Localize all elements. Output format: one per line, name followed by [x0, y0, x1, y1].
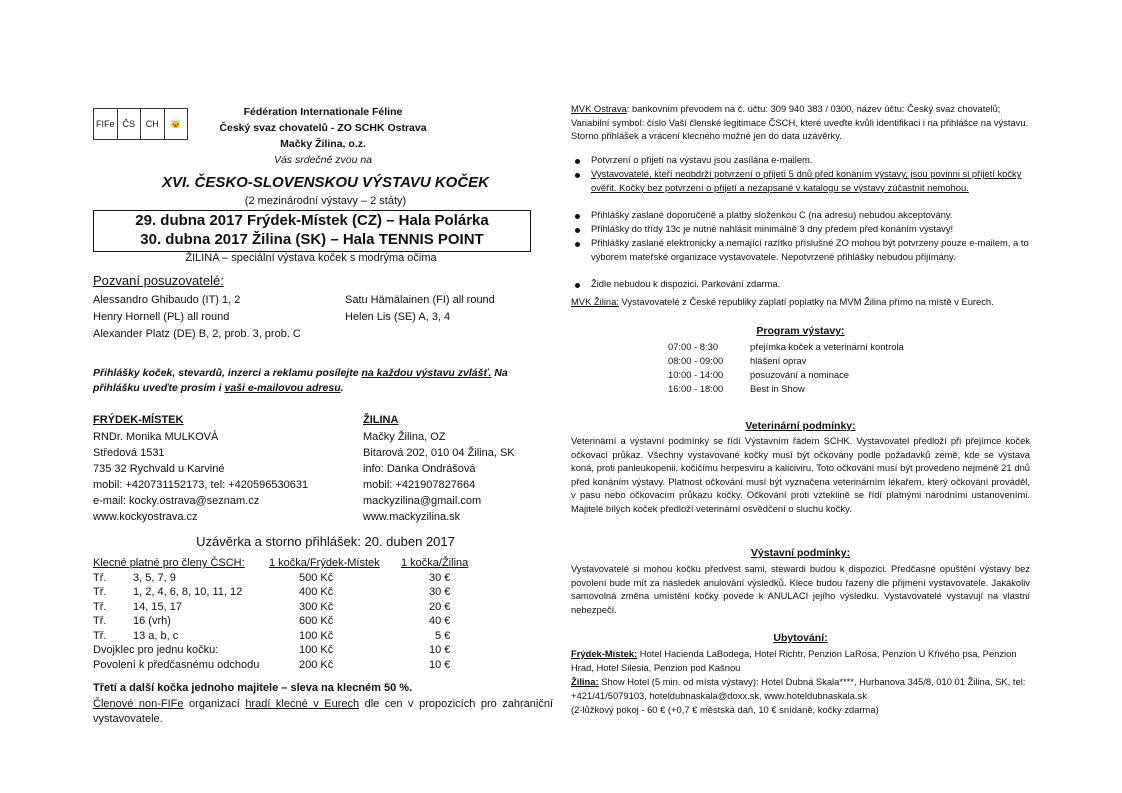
date-zilina: 30. dubna 2017 Žilina (SK) – Hala TENNIS POINT	[140, 231, 484, 248]
app-text-b: na každou výstavu zvlášť.	[361, 367, 492, 379]
contact-zl-line: Bitarová 202, 010 04 Žilina, SK	[363, 447, 515, 459]
contact-fm-email: e-mail: kocky.ostrava@seznam.cz	[93, 495, 260, 507]
price-cell: 40 €	[429, 615, 451, 627]
program-item: přejímka koček a veterinární kontrola	[750, 341, 904, 352]
price-header: 1 kočka/Frýdek-Místek	[269, 557, 380, 569]
show-title: XVI. ČESKO-SLOVENSKOU VÝSTAVU KOČEK	[162, 174, 489, 191]
nonfife-a: Členové non-FIFe	[93, 698, 184, 710]
logo-fife: FIFe	[94, 109, 118, 139]
bullet-icon	[575, 283, 580, 288]
price-cell: 13 a, b, c	[133, 629, 179, 642]
hotel-price: (2-lůžkový pokoj - 60 € (+0,7 € městská daň, 10 € snídaně, kočky zdarma)	[571, 704, 879, 715]
judge-right-2: Helen Lis (SE) A, 3, 4	[345, 311, 451, 323]
contact-fm-web: www.kockyostrava.cz	[93, 511, 198, 523]
contact-zl-line: Mačky Žilina, OZ	[363, 431, 446, 443]
invite-text: Vás srdečně zvou na	[273, 154, 373, 166]
bullet-item: Přihlášky zaslané doporučeně a platby složenkou C (na adresu) nebudou akceptovány.	[591, 209, 953, 220]
price-row	[93, 629, 501, 644]
date-frydek: 29. dubna 2017 Frýdek-Místek (CZ) – Hala Polárka	[135, 212, 489, 229]
app-text-c: Na přihlášku uveďte prosím i	[93, 367, 508, 394]
bullet-item: Vystavovatelé, kteří neobdrží potvrzení o přijetí 5 dnů před konáním výstavy, jsou povinni si přijetí kočky ověřit. Kočky bez potvrzení o přijetí a nezapsané v katalogu se výstavy zúčastnit nemohou.	[591, 168, 1022, 193]
program-item: hlášení oprav	[750, 355, 807, 366]
dates-box	[93, 210, 531, 252]
price-cell: 1, 2, 4, 6, 8, 10, 11, 12	[133, 586, 243, 598]
price-cell: 3, 5, 7, 9	[133, 571, 176, 584]
mvk-ostrava	[571, 102, 1030, 143]
contact-zl-email: mackyzilina@gmail.com	[363, 495, 482, 507]
price-cell: 16 (vrh)	[133, 615, 171, 627]
judge-left-2: Henry Hornell (PL) all round	[93, 311, 230, 323]
price-cell: 400 Kč	[299, 586, 334, 598]
price-header-row	[93, 556, 501, 571]
bullet-item: Židle nebudou k dispozici. Parkování zdarma.	[591, 278, 781, 289]
contact-zl-web: www.mackyzilina.sk	[363, 511, 461, 523]
contact-zl-line: mobil: +421907827664	[363, 479, 476, 491]
org-fife: Fédération Internationale Féline	[243, 106, 403, 118]
price-cell: Tř.	[93, 586, 107, 598]
discount-note: Třetí a další kočka jednoho majitele – sleva na klecném 50 %.	[93, 682, 413, 694]
judges-heading: Pozvaní posuzovatelé:	[93, 273, 224, 288]
price-cell: Tř.	[93, 629, 107, 642]
hotel-zilina-text: Show Hotel (5 min. od místa výstavy): Hotel Dubná Skala****, Hurbanova 345/8, 010 01 Žilina, SK, tel: +421/41/5079103, hoteldubnaskala@doxx.sk, www.hoteldubnaskala.sk	[571, 676, 1026, 701]
bullet-icon	[575, 242, 580, 247]
show-subtitle: (2 mezinárodní výstavy – 2 státy)	[244, 195, 407, 207]
bullet-icon	[575, 173, 580, 178]
price-cell: 600 Kč	[299, 615, 334, 627]
bullet-item: Potvrzení o přijetí na výstavu jsou zasílána e-mailem.	[591, 154, 813, 165]
program-item: Best in Show	[750, 383, 805, 394]
price-row	[93, 600, 501, 615]
program-time: 07:00 - 8:30	[668, 341, 719, 352]
vet-text: Veterinární a výstavní podmínky se řídí Výstavním řádem SCHK. Vystavovatel předloží při přejímce koček očkovací průkaz. Všechny vystavované kočky musí být očkovány podle požadavků země, kde se výstava koná, proti panleukopenii, kočičímu herpesviru a kaliciviru. Toto očkování musí být provedeno nejméně 21 dnů před konáním výstavy. Platnost očkování musí být vyznačena veterinárním lékařem, který očkování prováděl, v pasu nebo očkovacím průkazu kočky. Očkování proti vzteklině se řídí platnými národními ustanoveními. Majitelé bílých koček předloží veterinární osvědčení o sluchu kočky.	[571, 435, 1030, 514]
contact-fm-line: mobil: +420731152173, tel: +420596530631	[93, 479, 309, 491]
price-cell: 10 €	[429, 644, 451, 656]
right-column	[571, 96, 1030, 736]
price-cell: 20 €	[429, 600, 451, 613]
show-conditions-text: Vystavovatelé si mohou kočku předvést sami, stewardi budou k dispozici. Předčasné opuštění výstavy bez povolení bude mít za následek anulování výsledků. Klece budou řazeny dle přijmení vystavovatele. Jakákoliv samovolná změna umístění kočky povede k ANULACI jejího výsledku. Vystavovatelé vystavují na vlastní nebezpečí.	[571, 563, 1030, 615]
logo-cs: ČS	[118, 109, 142, 139]
nonfife-c: hradí klecné v Eurech	[245, 698, 360, 710]
price-cell: 100 Kč	[299, 644, 334, 656]
nonfife-note	[93, 697, 553, 727]
program-heading: Program výstavy:	[756, 325, 845, 337]
contact-zl-line: info: Danka Ondrášová	[363, 463, 476, 475]
program-time: 16:00 - 18:00	[668, 383, 724, 394]
price-cell: Tř.	[93, 600, 107, 613]
bullet-icon	[575, 214, 580, 219]
bullet-item: Přihlášky zaslané elektronicky a nemající razítko příslušné ZO mohou být potvrzeny pouze e-mailem, a to výborem mateřské organizace vystavovatele. Nepotvrzené přihlášky nebudou přijímány.	[591, 237, 1029, 262]
price-row	[93, 658, 501, 673]
price-cell: 10 €	[429, 658, 451, 671]
price-cell: 5 €	[435, 629, 451, 642]
price-header: 1 kočka/Žilina	[401, 557, 469, 569]
contact-fm-heading: FRÝDEK-MÍSTEK	[93, 414, 184, 426]
hotel-zilina	[571, 675, 1030, 702]
price-cell: 500 Kč	[299, 571, 334, 584]
judge-left-1: Alessandro Ghibaudo (IT) 1, 2	[93, 294, 241, 306]
vet-heading: Veterinární podmínky:	[745, 420, 856, 432]
hotel-frydek	[571, 647, 1030, 674]
price-row	[93, 571, 501, 586]
logo-ch: CH	[141, 109, 165, 139]
applications-note	[93, 366, 533, 396]
program-time: 10:00 - 14:00	[668, 369, 724, 380]
mvk-zilina-text: Vystavovatelé z České republiky zaplatí poplatky na MVM Žilina přímo na místě v Eurech.	[618, 296, 994, 307]
price-cell: Povolení k předčasnému odchodu	[93, 658, 260, 671]
bullet-item: Přihlášky do třídy 13c je nutné nahlásit minimálně 3 dny předem před konáním výstavy!	[591, 223, 954, 234]
fife-logo	[93, 108, 188, 140]
judge-right-1: Satu Hämälainen (FI) all round	[345, 294, 495, 306]
price-table	[93, 556, 501, 672]
mvk-zilina	[571, 295, 1030, 309]
price-cell: Tř.	[93, 615, 107, 627]
show-conditions-heading: Výstavní podmínky:	[750, 547, 851, 559]
contact-fm-line: RNDr. Monika MULKOVÁ	[93, 431, 219, 443]
mvk-zilina-label: MVK Žilina:	[571, 296, 619, 307]
special-show: ŽILINA – speciální výstava koček s modrýma očima	[185, 252, 437, 264]
hotel-frydek-text: Hotel Hacienda LaBodega, Hotel Richtr, Penzion LaRosa, Penzion U Křivého psa, Penzion Hrad, Hotel Silesia, Penzion pod Kašnou	[571, 648, 1017, 673]
price-cell: 14, 15, 17	[133, 600, 182, 613]
contact-zl-heading: ŽILINA	[363, 414, 399, 426]
price-header: Klecné platné pro členy ČSCH:	[93, 557, 245, 569]
app-text-a: Přihlášky koček, stevardů, inzerci a reklamu posílejte	[93, 367, 362, 379]
contact-fm-line: 735 32 Rychvald u Karviné	[93, 463, 225, 475]
nonfife-b: organizací	[183, 698, 246, 710]
deadline: Uzávěrka a storno přihlášek: 20. duben 2017	[196, 534, 455, 549]
program-item: posuzování a nominace	[750, 369, 850, 380]
price-row	[93, 585, 501, 600]
judge-left-3: Alexander Platz (DE) B, 2, prob. 3, prob. C	[93, 328, 301, 340]
price-row	[93, 643, 501, 658]
price-row	[93, 614, 501, 629]
bullet-icon	[575, 228, 580, 233]
mvk-ostrava-label: MVK Ostrava	[571, 103, 627, 114]
left-column	[93, 96, 558, 736]
contact-fm-line: Středová 1531	[93, 447, 165, 459]
price-cell: 30 €	[429, 571, 451, 584]
mvk-ostrava-text: : bankovním převodem na č. účtu: 309 940 383 / 0300, název účtu: Český svaz chovatelů; Variabilní symbol: číslo Vaší členské legitimace ČSCH, které uveďte kvůli identifikaci i na přihlášce na výstavu. Storno přihlášek a vrácení klecného možné jen do data uzávěrky.	[571, 103, 1029, 142]
price-cell: Tř.	[93, 571, 107, 584]
app-text-d: vaši e-mailovou adresu	[224, 382, 341, 394]
hotel-frydek-label: Frýdek-Místek:	[571, 648, 638, 659]
price-cell: 200 Kč	[299, 658, 334, 671]
org-macky: Mačky Žilina, o.z.	[280, 138, 366, 150]
bullet-icon	[575, 159, 580, 164]
price-cell: Dvojklec pro jednu kočku:	[93, 644, 219, 656]
program-time: 08:00 - 09:00	[668, 355, 724, 366]
nonfife-d: dle cen v propozicích pro zahraniční vystavovatele.	[93, 698, 554, 725]
hotel-zilina-label: Žilina:	[571, 676, 599, 687]
org-csch: Český svaz chovatelů - ZO SCHK Ostrava	[219, 122, 427, 134]
price-cell: 300 Kč	[299, 600, 334, 613]
price-cell: 30 €	[429, 586, 451, 598]
hotel-heading: Ubytování:	[773, 632, 828, 644]
cat-icon: 🐱	[170, 118, 182, 129]
app-text-e: .	[340, 382, 344, 394]
price-cell: 100 Kč	[299, 629, 334, 642]
